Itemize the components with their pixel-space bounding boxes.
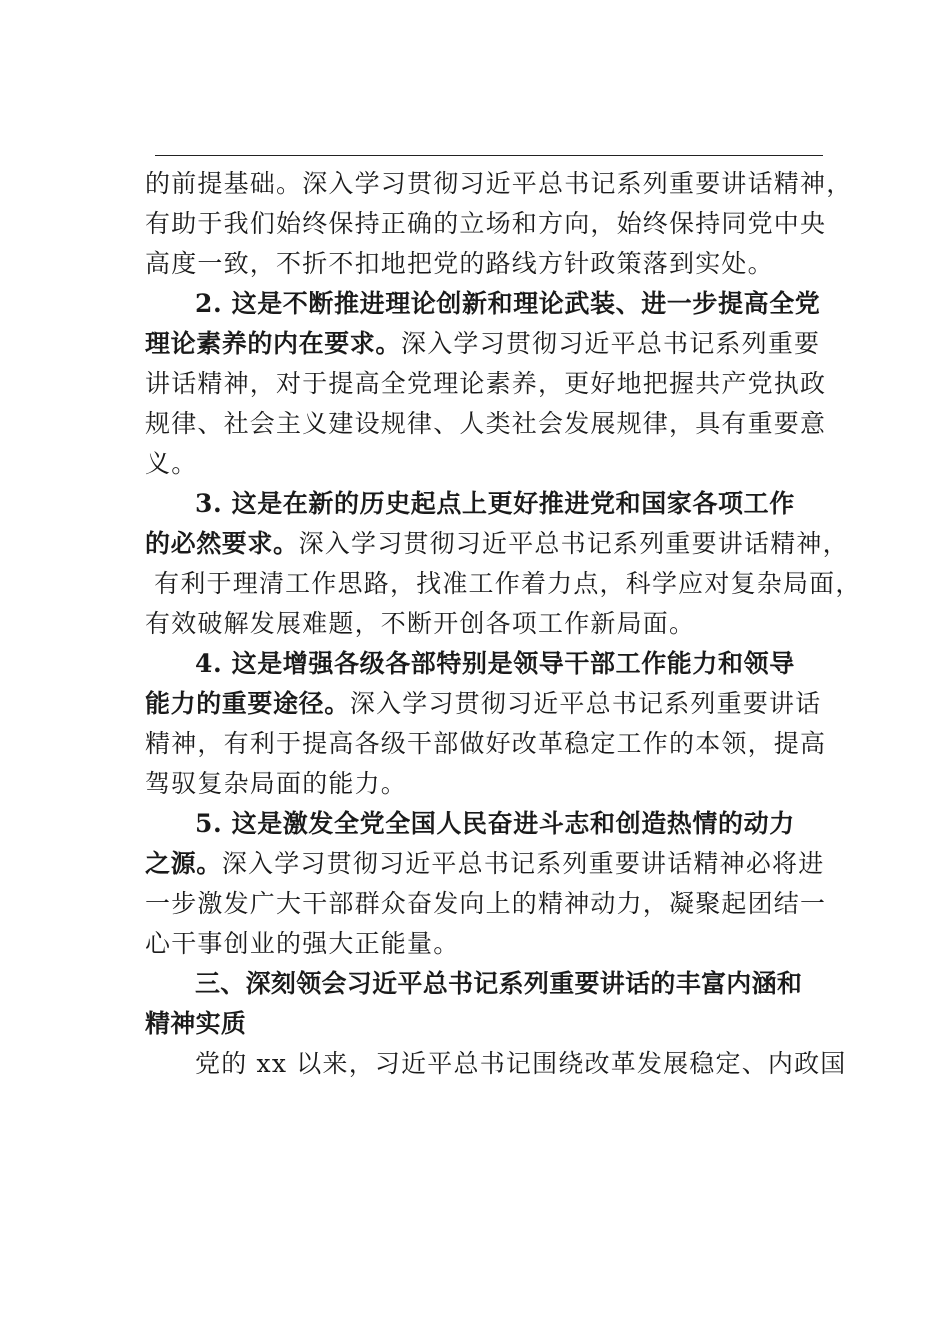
line-text: 深入学习贯彻习近平总书记系列重要讲话精神， — [298, 529, 849, 558]
paragraph-line — [145, 924, 825, 964]
line-text: 心干事创业的强大正能量。 — [145, 929, 460, 958]
line-text: 规律、社会主义建设规律、人类社会发展规律，具有重要意 — [145, 409, 827, 438]
line-text: 高度一致，不折不扣地把党的路线方针政策落到实处。 — [145, 249, 774, 278]
line-text: 深入学习贯彻习近平总书记系列重要讲话 — [349, 689, 822, 718]
line-text: 有助于我们始终保持正确的立场和方向，始终保持同党中央 — [145, 209, 827, 238]
paragraph-line — [145, 324, 825, 364]
item-4-title — [195, 644, 825, 684]
paragraph-line — [145, 764, 825, 804]
line-lead: 4. 这是增强各级各部特别是领导干部工作能力和领导 — [195, 649, 795, 678]
line-lead: 理论素养的内在要求。 — [145, 329, 402, 358]
paragraph-line — [145, 164, 853, 204]
line-lead: 2. 这是不断推进理论创新和理论武装、进一步提高全党 — [195, 289, 821, 318]
line-text: 的前提基础。深入学习贯彻习近平总书记系列重要讲话精神， — [145, 169, 853, 198]
line-lead: 3. 这是在新的历史起点上更好推进党和国家各项工作 — [195, 489, 795, 518]
line-text: 驾驭复杂局面的能力。 — [145, 769, 408, 798]
line-text: 一步激发广大干部群众奋发向上的精神动力，凝聚起团结一 — [145, 889, 827, 918]
section-heading — [145, 1004, 825, 1044]
line-lead: 能力的重要途径。 — [145, 689, 350, 718]
paragraph-line — [145, 844, 825, 884]
heading-text: 三、深刻领会习近平总书记系列重要讲话的丰富内涵和 — [195, 969, 803, 998]
paragraph-line — [145, 524, 849, 564]
header-rule — [155, 155, 823, 156]
line-text: 讲话精神，对于提高全党理论素养，更好地把握共产党执政 — [145, 369, 827, 398]
paragraph-line — [145, 604, 825, 644]
paragraph-line — [145, 204, 825, 244]
paragraph-line — [145, 244, 825, 284]
line-text: 有利于理清工作思路，找准工作着力点，科学应对复杂局面， — [145, 569, 862, 598]
heading-text: 精神实质 — [145, 1009, 247, 1038]
line-text: 深入学习贯彻习近平总书记系列重要讲话精神必将进 — [221, 849, 825, 878]
section-heading — [195, 964, 825, 1004]
line-text: 党的 xx 以来，习近平总书记围绕改革发展稳定、内政国 — [195, 1049, 847, 1078]
line-text: 义。 — [145, 449, 198, 478]
item-3-title — [195, 484, 825, 524]
paragraph-line — [145, 444, 825, 484]
paragraph-line — [145, 564, 862, 604]
line-text: 深入学习贯彻习近平总书记系列重要 — [401, 329, 821, 358]
paragraph-line — [145, 724, 825, 764]
item-2-title — [195, 284, 825, 324]
line-lead: 之源。 — [145, 849, 222, 878]
line-lead: 5. 这是激发全党全国人民奋进斗志和创造热情的动力 — [195, 809, 795, 838]
line-text: 精神，有利于提高各级干部做好改革稳定工作的本领，提高 — [145, 729, 827, 758]
item-5-title — [195, 804, 825, 844]
paragraph-line — [145, 884, 825, 924]
line-text: 有效破解发展难题，不断开创各项工作新局面。 — [145, 609, 696, 638]
paragraph-line — [145, 364, 825, 404]
paragraph-line — [145, 404, 825, 444]
paragraph-line — [195, 1044, 847, 1084]
line-lead: 的必然要求。 — [145, 529, 299, 558]
paragraph-line — [145, 684, 825, 724]
